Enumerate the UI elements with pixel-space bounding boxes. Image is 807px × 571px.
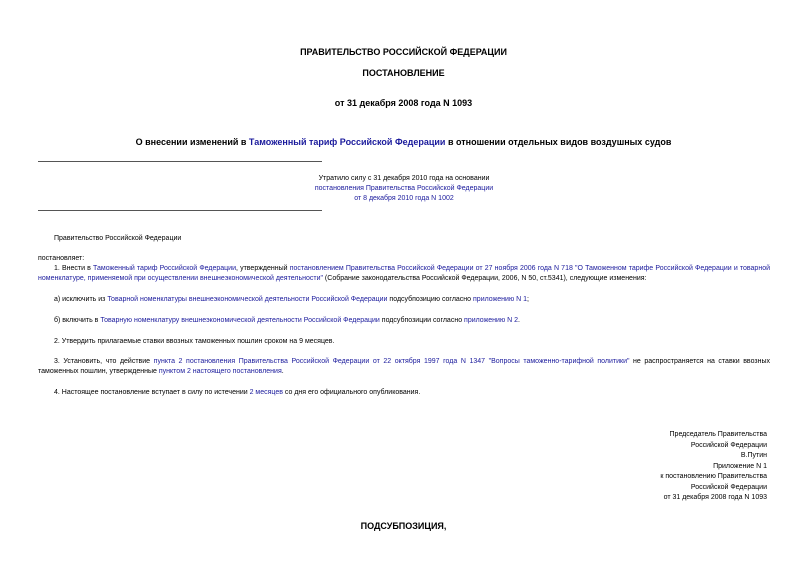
pa-text-a: а) исключить из xyxy=(54,296,108,303)
p4-link-2-months[interactable]: 2 месяцев xyxy=(249,389,283,396)
paragraph-b xyxy=(38,316,770,326)
appendix-ref: к постановлению Правительства xyxy=(660,473,767,480)
paragraph-2: 2. Утвердить прилагаемые ставки ввозных таможенных пошлин сроком на 9 месяцев. xyxy=(54,338,335,345)
p3-text-c: . xyxy=(281,368,284,375)
p1-link-resolution-718[interactable]: постановлением Правительства Российской Федерации от 27 ноября 2006 года N 718 "О Таможенном тарифе Российской Федерации и товарной номенклатуре, применяемой при осуществлении внешнеэкономической деятельности" xyxy=(38,265,770,282)
paragraph-3 xyxy=(38,357,770,377)
title-suffix: в отношении отдельных видов воздушных судов xyxy=(445,137,672,147)
p3-link-point-2[interactable]: пунктом 2 настоящего постановления xyxy=(158,368,282,375)
signature-name: В.Путин xyxy=(740,452,767,459)
pb-link-appendix-2[interactable]: приложению N 2 xyxy=(464,317,519,324)
status-note xyxy=(260,174,548,204)
paragraph-a xyxy=(38,295,770,305)
appendix-org: Российской Федерации xyxy=(690,483,767,491)
p3-link-resolution-1347[interactable]: пункта 2 постановления Правительства Российской Федерации от 22 октября 1997 года N 1347 "Вопросы таможенно-тарифной политики" xyxy=(153,358,630,365)
pa-text-c: ; xyxy=(527,296,529,303)
paragraph-4 xyxy=(38,388,770,398)
p1-text-a: 1. Внести в xyxy=(54,265,94,272)
appendix-date: от 31 декабря 2008 года N 1093 xyxy=(663,494,767,501)
signature-block xyxy=(517,430,767,504)
status-line: Утратило силу с 31 декабря 2010 года на основании xyxy=(318,175,490,182)
divider-top xyxy=(38,161,322,162)
pa-link-nomenclature[interactable]: Товарной номенклатуры внешнеэкономической деятельности Российской Федерации xyxy=(107,296,388,303)
appendix-label: Приложение N 1 xyxy=(713,462,767,470)
status-link-resolution[interactable]: постановления Правительства Российской Федерации xyxy=(314,185,494,192)
paragraph-1 xyxy=(38,264,770,284)
pb-text-a: б) включить в xyxy=(54,317,101,324)
document-title xyxy=(0,137,807,147)
p1-text-b: , утвержденный xyxy=(235,265,290,272)
signature-org: Российской Федерации xyxy=(690,441,767,449)
p1-text-c: (Собрание законодательства Российской Федерации, 2006, N 50, ст.5341), следующие изменения: xyxy=(322,275,647,282)
section-heading: ПОДСУБПОЗИЦИЯ, xyxy=(360,521,447,531)
signature-title: Председатель Правительства xyxy=(669,431,767,438)
p3-text-a: 3. Установить, что действие xyxy=(54,358,154,365)
government-heading: ПРАВИТЕЛЬСТВО РОССИЙСКОЙ ФЕДЕРАЦИИ xyxy=(300,47,507,57)
p3-text-b: не распространяется на ставки ввозных таможенных пошлин, утвержденные xyxy=(38,358,770,375)
p4-text-a: 4. Настоящее постановление вступает в силу по истечении xyxy=(54,389,250,396)
document-date-number: от 31 декабря 2008 года N 1093 xyxy=(334,98,473,108)
government-line: Правительство Российской Федерации xyxy=(54,235,182,242)
pa-text-b: подсубпозицию согласно xyxy=(387,296,474,303)
p1-link-customs-tariff[interactable]: Таможенный тариф Российской Федерации xyxy=(93,265,236,272)
pa-link-appendix-1[interactable]: приложению N 1 xyxy=(473,296,528,303)
title-link-customs-tariff[interactable]: Таможенный тариф Российской Федерации xyxy=(248,137,446,147)
pb-link-nomenclature[interactable]: Товарную номенклатуру внешнеэкономической деятельности Российской Федерации xyxy=(100,317,380,324)
document-type: ПОСТАНОВЛЕНИЕ xyxy=(362,68,445,78)
status-link-date[interactable]: от 8 декабря 2010 года N 1002 xyxy=(354,195,454,202)
pb-text-b: подсубпозиции согласно xyxy=(379,317,465,324)
divider-bottom xyxy=(38,210,322,211)
title-prefix: О внесении изменений в xyxy=(135,137,249,147)
pb-text-c: . xyxy=(518,317,520,324)
p4-text-b: со дня его официального опубликования. xyxy=(282,389,421,396)
decides-line: постановляет: xyxy=(38,255,85,262)
